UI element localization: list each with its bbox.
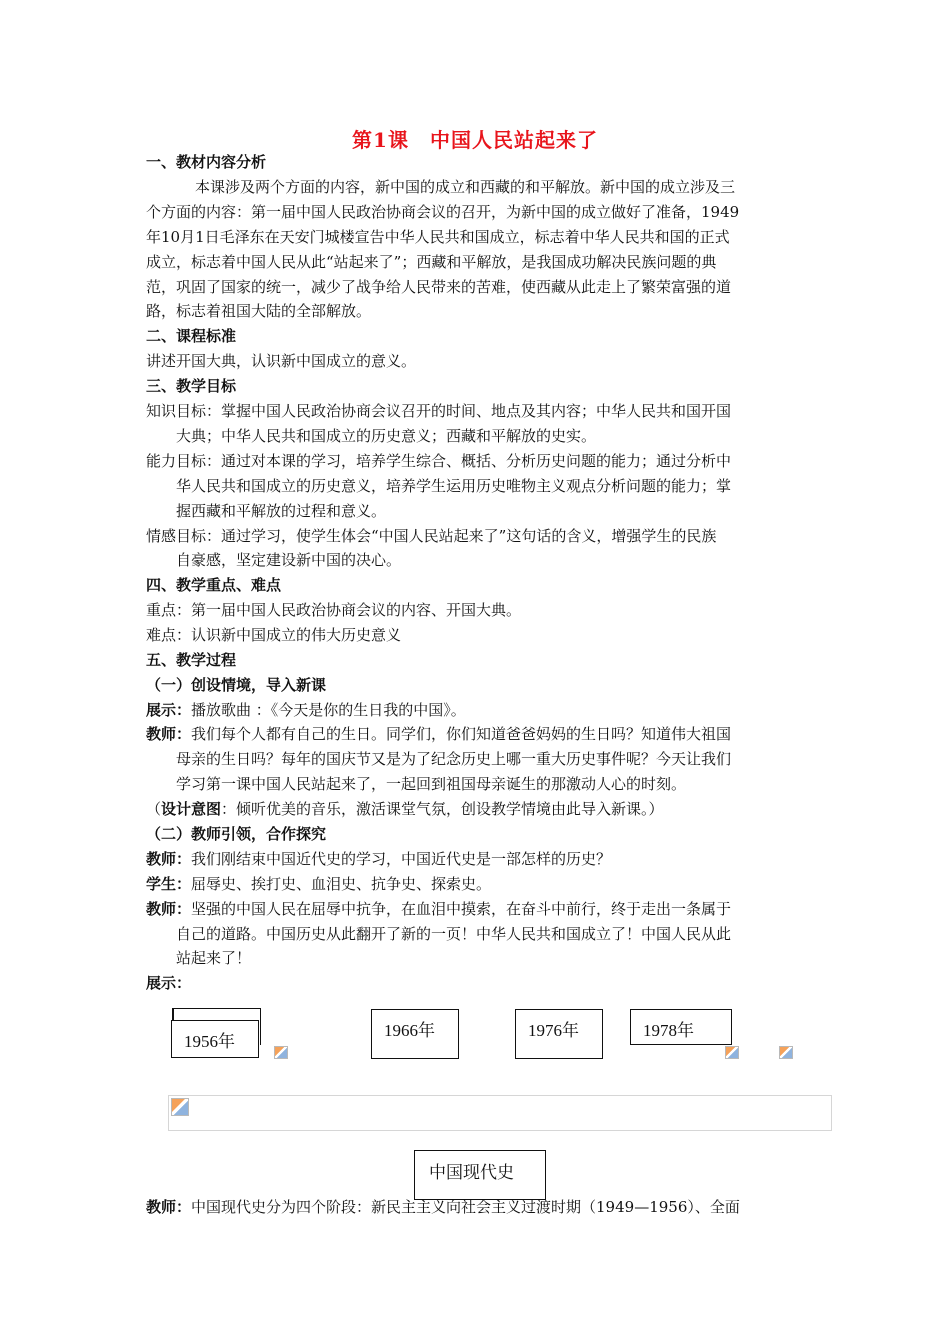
analysis-line: 范，巩固了国家的统一，减少了战争给人民带来的苦难，使西藏从此走上了繁荣富强的道 — [146, 278, 732, 296]
standard-text: 讲述开国大典，认识新中国成立的意义。 — [146, 352, 417, 370]
broken-image-icon — [274, 1046, 288, 1059]
section-heading-standard: 二、课程标准 — [146, 327, 237, 345]
analysis-line: 年10月1日毛泽东在天安门城楼宣告中华人民共和国成立，标志着中华人民共和国的正式 — [146, 228, 730, 246]
teacher3-line — [146, 897, 731, 922]
student-label: 学生： — [146, 875, 192, 893]
part2-heading: （二）教师引领，合作探究 — [146, 825, 327, 843]
student1-line — [146, 872, 491, 897]
timeline-box-1966: 1966年 — [371, 1009, 459, 1059]
teacher-text: 坚强的中国人民在屈辱中抗争，在血泪中摸索，在奋斗中前行，终于走出一条属于 — [191, 900, 732, 918]
teacher-label: 教师： — [146, 1198, 192, 1216]
ability-goal-line: 能力目标：通过对本课的学习，培养学生综合、概括、分析历史问题的能力；通过分析中 — [146, 452, 732, 470]
ability-goal-line: 华人民共和国成立的历史意义，培养学生运用历史唯物主义观点分析问题的能力；掌 — [176, 477, 732, 495]
section-heading-analysis: 一、教材内容分析 — [146, 153, 267, 171]
broken-image-icon — [725, 1046, 739, 1059]
modern-history-box: 中国现代史 — [414, 1150, 546, 1200]
image-frame — [168, 1095, 832, 1131]
section-heading-goals: 三、教学目标 — [146, 377, 237, 395]
emotion-goal-line: 自豪感，坚定建设新中国的决心。 — [176, 551, 402, 569]
teacher4-line — [146, 1195, 740, 1220]
design-intent-line: （设计意图：倾听优美的音乐，激活课堂气氛，创设教学情境由此导入新课。） — [146, 800, 664, 818]
analysis-line: 本课涉及两个方面的内容，新中国的成立和西藏的和平解放。新中国的成立涉及三 — [195, 178, 736, 196]
show-label: 展示： — [146, 701, 192, 719]
show1-line — [146, 698, 466, 723]
teacher3-line: 自己的道路。中国历史从此翻开了新的一页！中华人民共和国成立了！中国人民从此 — [176, 925, 732, 943]
timeline-box-1956: 1956年 — [171, 1020, 259, 1058]
difficulty-text: 难点：认识新中国成立的伟大历史意义 — [146, 626, 402, 644]
show-text: 播放歌曲 ：《今天是你的生日我的中国》。 — [191, 701, 466, 719]
timeline-box-1976: 1976年 — [515, 1009, 603, 1059]
timeline-box-1978: 1978年 — [630, 1009, 732, 1045]
knowledge-goal-line: 知识目标：掌握中国人民政治协商会议召开的时间、地点及其内容；中华人民共和国开国 — [146, 402, 732, 420]
teacher3-line: 站起来了！ — [176, 949, 252, 967]
emotion-goal-line: 情感目标：通过学习，使学生体会“中国人民站起来了”这句话的含义，增强学生的民族 — [146, 527, 717, 545]
ability-goal-line: 握西藏和平解放的过程和意义。 — [176, 502, 387, 520]
focus-text: 重点：第一届中国人民政治协商会议的内容、开国大典。 — [146, 601, 522, 619]
teacher1-line — [146, 722, 731, 747]
design-intent-label: 设计意图 — [161, 800, 222, 818]
teacher-label: 教师： — [146, 900, 192, 918]
teacher-text: 我们每个人都有自己的生日。同学们，你们知道爸爸妈妈的生日吗？知道伟大祖国 — [191, 725, 732, 743]
broken-image-icon — [779, 1046, 793, 1059]
broken-image-icon — [171, 1098, 189, 1116]
teacher1-line: 学习第一课中国人民站起来了，一起回到祖国母亲诞生的那激动人心的时刻。 — [176, 775, 687, 793]
teacher2-line — [146, 847, 611, 872]
teacher-label: 教师： — [146, 850, 192, 868]
teacher-label: 教师： — [146, 725, 192, 743]
section-heading-keypoints: 四、教学重点、难点 — [146, 576, 282, 594]
knowledge-goal-line: 大典；中华人民共和国成立的历史意义；西藏和平解放的史实。 — [176, 427, 597, 445]
teacher-text: 我们刚结束中国近代史的学习，中国近代史是一部怎样的历史？ — [191, 850, 612, 868]
analysis-line: 个方面的内容：第一届中国人民政治协商会议的召开，为新中国的成立做好了准备，1949 — [146, 203, 740, 221]
section-heading-process: 五、教学过程 — [146, 651, 237, 669]
analysis-line: 路，标志着祖国大陆的全部解放。 — [146, 302, 372, 320]
show2-label: 展示： — [146, 974, 192, 992]
teacher-text: 中国现代史分为四个阶段：新民主主义向社会主义过渡时期（1949—1956）、全面 — [191, 1198, 740, 1216]
analysis-line: 成立，标志着中国人民从此“站起来了”；西藏和平解放，是我国成功解决民族问题的典 — [146, 253, 717, 271]
part1-heading: （一）创设情境，导入新课 — [146, 676, 327, 694]
student-text: 屈辱史、挨打史、血泪史、抗争史、探索史。 — [191, 875, 492, 893]
teacher1-line: 母亲的生日吗？每年的国庆节又是为了纪念历史上哪一重大历史事件呢？今天让我们 — [176, 750, 732, 768]
design-intent-text: ：倾听优美的音乐，激活课堂气氛，创设教学情境由此导入新课。） — [221, 800, 664, 818]
page-title: 第1课 中国人民站起来了 — [352, 128, 598, 152]
